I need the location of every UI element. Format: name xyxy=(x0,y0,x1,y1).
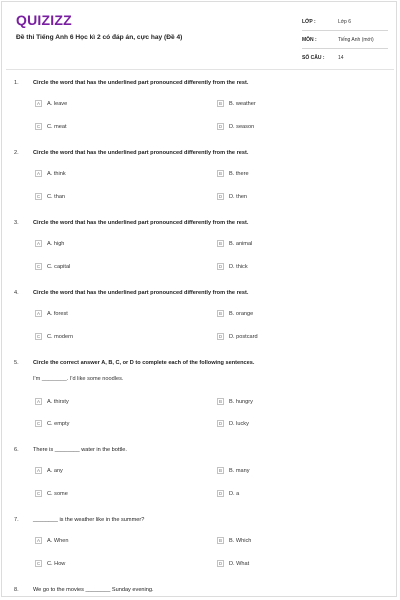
question-number: 2. xyxy=(14,150,19,156)
meta-row-count xyxy=(302,49,388,66)
option-text: B. hungry xyxy=(229,398,253,405)
meta-row-grade xyxy=(302,13,388,31)
option-letter-box[interactable]: A xyxy=(36,171,40,176)
option-letter-box[interactable]: C xyxy=(36,561,41,566)
meta-value: Tiếng Anh (mới) xyxy=(338,36,374,43)
option-c[interactable] xyxy=(35,263,70,270)
option-d[interactable] xyxy=(217,490,239,497)
header-divider xyxy=(6,69,394,70)
option-text: A. think xyxy=(47,170,66,177)
option-letter-box[interactable]: A xyxy=(36,399,40,404)
option-letter-box[interactable]: B xyxy=(218,171,222,176)
option-letter-box[interactable]: C xyxy=(36,421,41,426)
option-letter-box[interactable]: A xyxy=(36,311,40,316)
option-text: A. high xyxy=(47,240,65,247)
option-letter-box[interactable]: B xyxy=(218,101,222,106)
option-text: B. many xyxy=(229,467,250,474)
option-text: B. animal xyxy=(229,240,253,247)
option-text: C. capital xyxy=(47,263,71,270)
option-text: D. thick xyxy=(229,263,248,270)
option-c[interactable] xyxy=(35,123,67,130)
option-text: B. Which xyxy=(229,537,252,544)
option-b[interactable] xyxy=(217,310,253,317)
option-a[interactable] xyxy=(35,170,66,177)
option-letter-box[interactable]: C xyxy=(36,264,41,269)
option-letter-box[interactable]: B xyxy=(218,241,222,246)
option-text: B. weather xyxy=(229,100,256,107)
option-letter-box[interactable]: C xyxy=(36,491,41,496)
question-sentence: I'm ________. I'd like some noodles. xyxy=(33,376,124,382)
meta-label: SỐ CÂU : xyxy=(302,54,325,61)
option-letter-box[interactable]: A xyxy=(36,468,40,473)
option-d[interactable] xyxy=(217,193,247,200)
option-a[interactable] xyxy=(35,467,63,474)
option-letter-box[interactable]: D xyxy=(218,334,223,339)
option-text: D. season xyxy=(229,123,255,130)
option-text: D. What xyxy=(229,560,250,567)
option-text: A. leave xyxy=(47,100,68,107)
option-a[interactable] xyxy=(35,310,68,317)
option-d[interactable] xyxy=(217,123,254,130)
meta-label: LỚP : xyxy=(302,18,316,25)
option-letter-box[interactable]: B xyxy=(218,538,222,543)
option-text: A. forest xyxy=(47,310,68,317)
option-text: D. lucky xyxy=(229,420,249,427)
option-letter-box[interactable]: B xyxy=(218,399,222,404)
option-text: C. some xyxy=(47,490,68,497)
meta-value: Lớp 6 xyxy=(338,18,352,25)
meta-value: 14 xyxy=(338,54,344,61)
question-text: Circle the word that has the underlined part pronounced differently from the rest. xyxy=(33,150,249,156)
question-text: Circle the word that has the underlined part pronounced differently from the rest. xyxy=(33,220,249,226)
question-number: 1. xyxy=(14,80,19,86)
quizizz-logo: QUIZIZZ xyxy=(16,12,72,28)
option-letter-box[interactable]: B xyxy=(218,311,222,316)
option-letter-box[interactable]: D xyxy=(218,561,223,566)
option-b[interactable] xyxy=(217,170,249,177)
option-a[interactable] xyxy=(35,398,69,405)
option-c[interactable] xyxy=(35,420,69,427)
option-c[interactable] xyxy=(35,490,68,497)
question-number: 8. xyxy=(14,587,19,593)
option-letter-box[interactable]: A xyxy=(36,538,40,543)
option-text: B. orange xyxy=(229,310,254,317)
option-text: C. empty xyxy=(47,420,70,427)
meta-label: MÔN : xyxy=(302,36,317,43)
option-letter-box[interactable]: C xyxy=(36,124,41,129)
option-text: D. postcard xyxy=(229,333,258,340)
option-text: C. meat xyxy=(47,123,67,130)
option-c[interactable] xyxy=(35,560,65,567)
meta-row-subject xyxy=(302,31,388,49)
option-letter-box[interactable]: D xyxy=(218,194,223,199)
option-letter-box[interactable]: A xyxy=(36,241,40,246)
option-d[interactable] xyxy=(217,263,248,270)
option-d[interactable] xyxy=(217,560,249,567)
option-letter-box[interactable]: D xyxy=(218,421,223,426)
question-text: There is ________ water in the bottle. xyxy=(33,447,127,453)
option-letter-box[interactable]: D xyxy=(218,491,223,496)
option-text: C. than xyxy=(47,193,66,200)
question-number: 7. xyxy=(14,517,19,523)
question-number: 4. xyxy=(14,290,19,296)
option-b[interactable] xyxy=(217,100,256,107)
option-letter-box[interactable]: D xyxy=(218,264,223,269)
page-border xyxy=(1,1,397,597)
option-b[interactable] xyxy=(217,398,253,405)
option-letter-box[interactable]: C xyxy=(36,334,41,339)
option-a[interactable] xyxy=(35,240,64,247)
option-text: D. a xyxy=(229,490,240,497)
option-c[interactable] xyxy=(35,333,73,340)
option-a[interactable] xyxy=(35,537,68,544)
option-d[interactable] xyxy=(217,333,258,340)
document-title: Đề thi Tiếng Anh 6 Học kì 2 có đáp án, cực hay (Đề 4) xyxy=(16,34,183,41)
option-c[interactable] xyxy=(35,193,65,200)
option-b[interactable] xyxy=(217,240,252,247)
option-letter-box[interactable]: C xyxy=(36,194,41,199)
option-letter-box[interactable]: A xyxy=(36,101,40,106)
option-letter-box[interactable]: B xyxy=(218,468,222,473)
option-text: A. thirsty xyxy=(47,398,69,405)
option-b[interactable] xyxy=(217,467,250,474)
meta-info-panel xyxy=(302,13,388,66)
option-a[interactable] xyxy=(35,100,67,107)
question-number: 5. xyxy=(14,360,19,366)
option-text: A. any xyxy=(47,467,63,474)
question-text: Circle the correct answer A, B, C, or D to complete each of the following sentences. xyxy=(33,360,255,366)
option-text: C. How xyxy=(47,560,66,567)
option-text: A. When xyxy=(47,537,69,544)
option-b[interactable] xyxy=(217,537,251,544)
question-number: 3. xyxy=(14,220,19,226)
question-text: We go to the movies ________ Sunday evening. xyxy=(33,587,154,593)
question-number: 6. xyxy=(14,447,19,453)
option-text: C. modern xyxy=(47,333,74,340)
option-text: D. then xyxy=(229,193,248,200)
option-d[interactable] xyxy=(217,420,249,427)
option-text: B. there xyxy=(229,170,249,177)
question-text: Circle the word that has the underlined part pronounced differently from the rest. xyxy=(33,290,249,296)
option-letter-box[interactable]: D xyxy=(218,124,223,129)
question-text: ________ is the weather like in the summer? xyxy=(33,517,145,523)
question-text: Circle the word that has the underlined part pronounced differently from the rest. xyxy=(33,80,249,86)
